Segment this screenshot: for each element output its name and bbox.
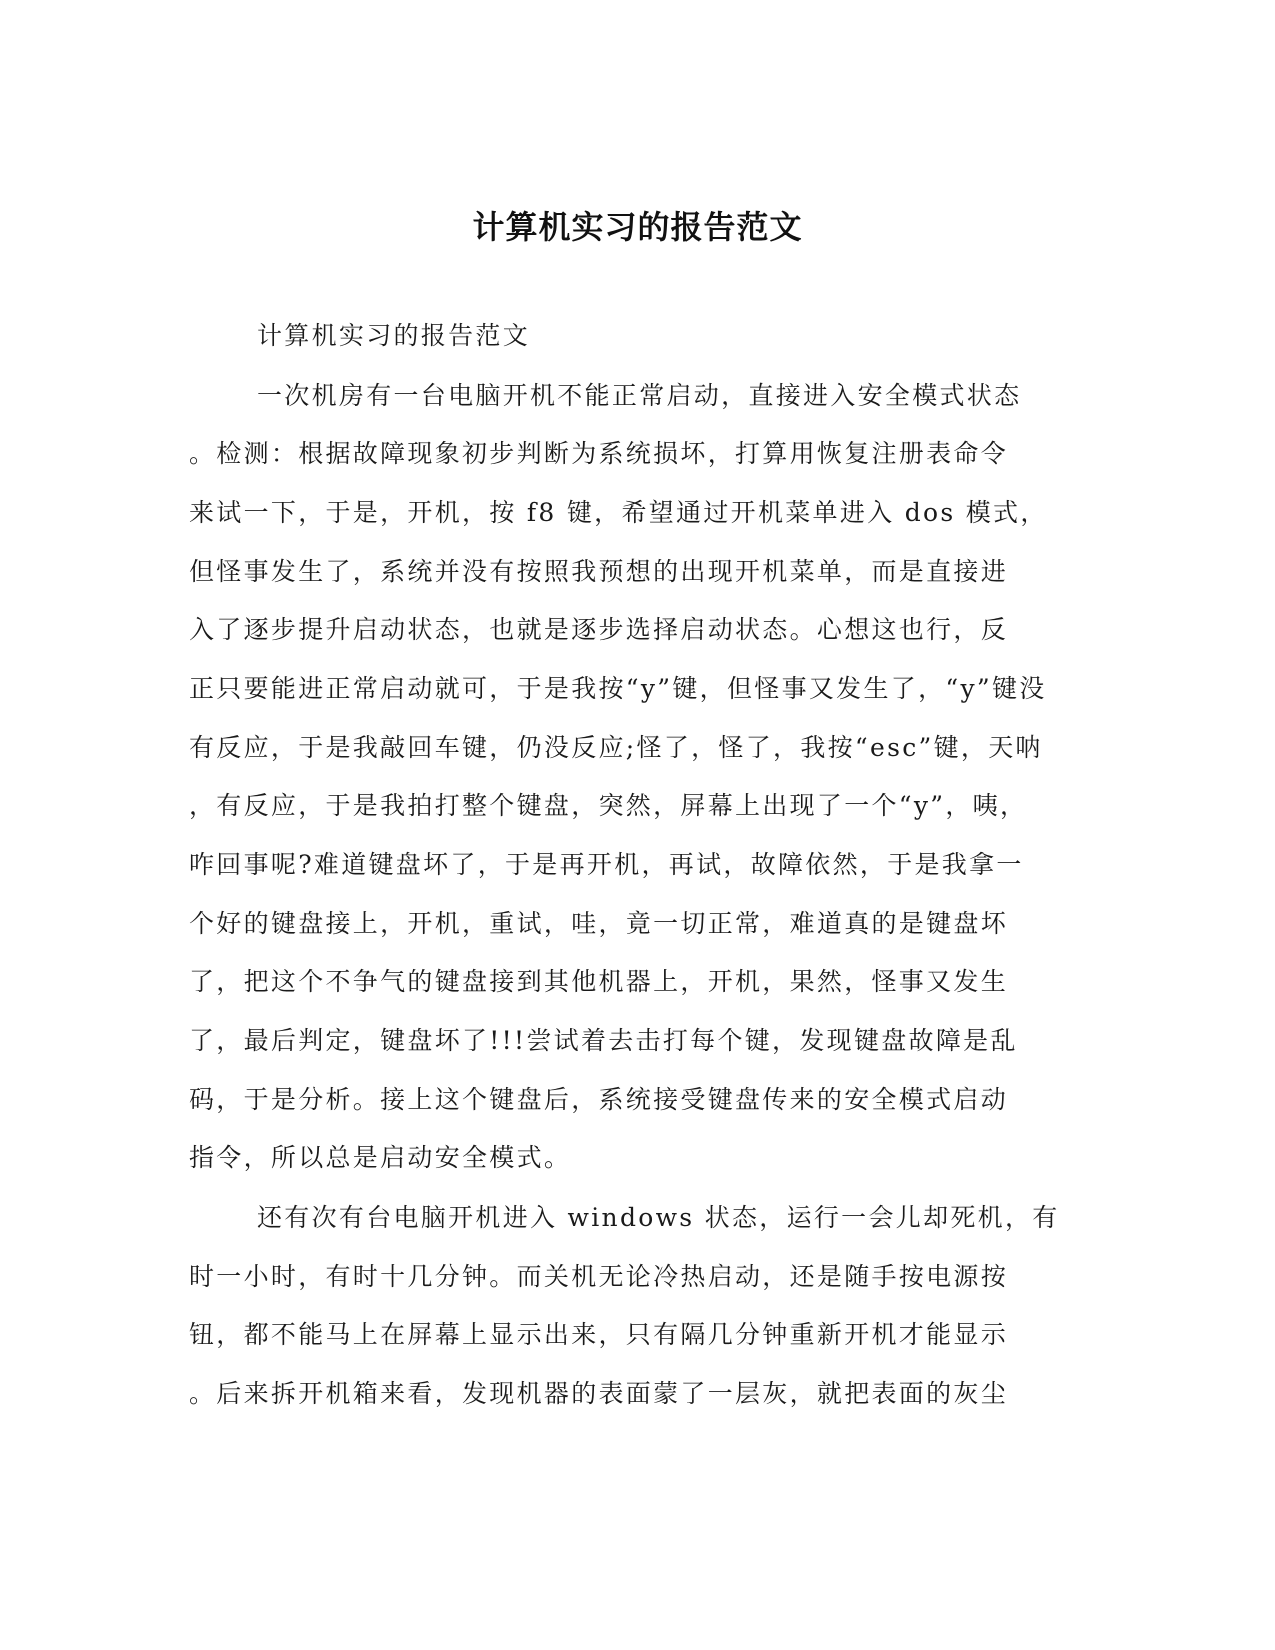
paragraph-line: 入了逐步提升启动状态，也就是逐步选择启动状态。心想这也行，反 [189, 615, 1009, 644]
paragraph-line: 码，于是分析。接上这个键盘后，系统接受键盘传来的安全模式启动 [189, 1085, 1009, 1114]
paragraph-line: 。后来拆开机箱来看，发现机器的表面蒙了一层灰，就把表面的灰尘 [189, 1379, 1009, 1408]
paragraph-line: 了，最后判定，键盘坏了!!!尝试着去击打每个键，发现键盘故障是乱 [189, 1026, 1018, 1055]
paragraph-line: 个好的键盘接上，开机，重试，哇，竟一切正常，难道真的是键盘坏 [189, 909, 1009, 938]
document-title: 计算机实习的报告范文 [472, 208, 803, 246]
paragraph-line: ，有反应，于是我拍打整个键盘，突然，屏幕上出现了一个“y”，咦， [189, 791, 1028, 820]
paragraph-line: 正只要能进正常启动就可，于是我按“y”键，但怪事又发生了，“y”键没 [189, 674, 1047, 703]
paragraph-line: 时一小时，有时十几分钟。而关机无论冷热启动，还是随手按电源按 [189, 1262, 1009, 1291]
paragraph-line: 咋回事呢?难道键盘坏了，于是再开机，再试，故障依然，于是我拿一 [189, 850, 1024, 879]
paragraph-line: 一次机房有一台电脑开机不能正常启动，直接进入安全模式状态 [257, 381, 1022, 410]
paragraph-line: 了，把这个不争气的键盘接到其他机器上，开机，果然，怪事又发生 [189, 967, 1009, 996]
paragraph-line: 但怪事发生了，系统并没有按照我预想的出现开机菜单，而是直接进 [189, 557, 1009, 586]
paragraph-line: 来试一下，于是，开机，按 f8 键，希望通过开机菜单进入 dos 模式， [189, 498, 1048, 527]
paragraph-line: 有反应，于是我敲回车键，仍没反应;怪了，怪了，我按“esc”键，天呐 [189, 733, 1043, 762]
paragraph-line: 指令，所以总是启动安全模式。 [189, 1143, 572, 1172]
paragraph-line: 还有次有台电脑开机进入 windows 状态，运行一会儿却死机，有 [257, 1203, 1060, 1232]
paragraph-line: 钮，都不能马上在屏幕上显示出来，只有隔几分钟重新开机才能显示 [189, 1320, 1009, 1349]
paragraph-line: 。检测：根据故障现象初步判断为系统损坏，打算用恢复注册表命令 [189, 439, 1009, 468]
paragraph-line: 计算机实习的报告范文 [257, 321, 531, 350]
